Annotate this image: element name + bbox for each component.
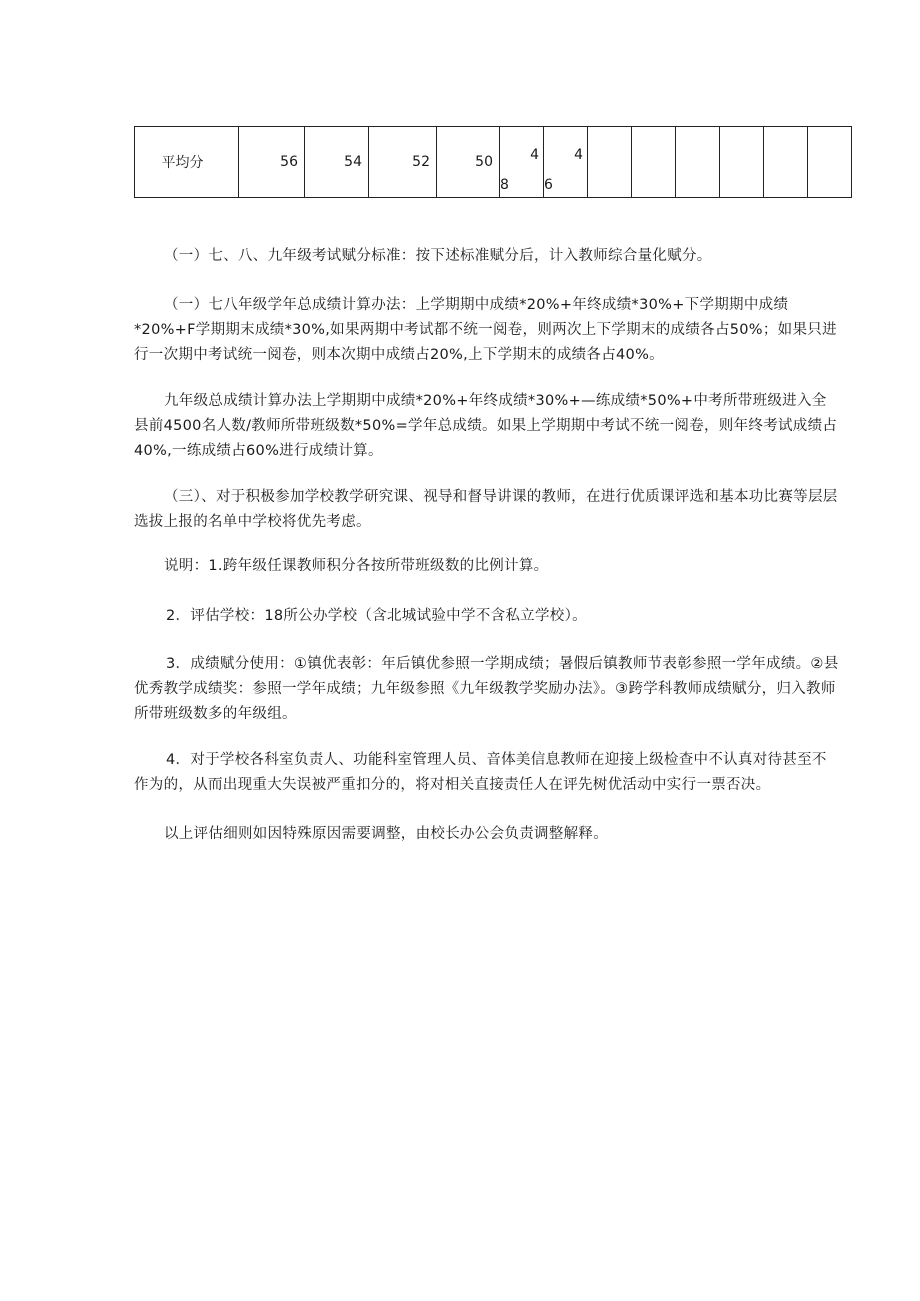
average-score-table xyxy=(134,126,852,198)
row-label-cell xyxy=(135,127,239,198)
empty-cell xyxy=(808,127,852,198)
empty-cell xyxy=(676,127,720,198)
row-label: 平均分 xyxy=(161,155,204,171)
split-top-digit: 4 xyxy=(574,147,583,163)
empty-cell xyxy=(764,127,808,198)
paragraph-exam-standard: （一）七、八、九年级考试赋分标准：按下述标准赋分后，计入教师综合量化赋分。 xyxy=(164,248,712,264)
split-score-cell xyxy=(500,127,544,198)
paragraph-priority-consideration: （三）、对于积极参加学校教学研究课、视导和督导讲课的教师，在进行优质课评选和基本功比赛等层层选拔上报的名单中学校将优先考虑。 xyxy=(134,489,838,530)
split-top-digit: 4 xyxy=(530,147,539,163)
empty-cell xyxy=(588,127,632,198)
paragraph-closing: 以上评估细则如因特殊原因需要调整，由校长办公会负责调整解释。 xyxy=(164,826,608,842)
split-bottom-digit: 8 xyxy=(500,177,509,193)
score-cell: 56 xyxy=(239,127,305,198)
score-cell: 50 xyxy=(437,127,500,198)
paragraph-note-2: 2．评估学校：18所公办学校（含北城试验中学不含私立学校）。 xyxy=(166,608,587,624)
empty-cell xyxy=(720,127,764,198)
paragraph-grade9-calculation: 九年级总成绩计算办法上学期期中成绩*20%+年终成绩*30%+—练成绩*50%+中考所带班级进入全县前4500名人数/教师所带班级数*50%=学年总成绩。如果上学期期中考试不统一阅卷，则年终考试成绩占40%,一练成绩占60%进行成绩计算。 xyxy=(134,393,838,459)
score-cell: 52 xyxy=(369,127,437,198)
paragraph-note-4: 4．对于学校各科室负责人、功能科室管理人员、音体美信息教师在迎接上级检查中不认真对待甚至不作为的，从而出现重大失误被严重扣分的，将对相关直接责任人在评先树优活动中实行一票否决。 xyxy=(134,752,827,793)
score-cell: 54 xyxy=(305,127,369,198)
paragraph-note-3: 3．成绩赋分使用：①镇优表彰：年后镇优参照一学期成绩；暑假后镇教师节表彰参照一学年成绩。②县优秀教学成绩奖：参照一学年成绩；九年级参照《九年级教学奖励办法》。③跨学科教师成绩赋分，归入教师所带班级数多的年级组。 xyxy=(134,656,839,722)
paragraph-note-1: 说明：1.跨年级任课教师积分各按所带班级数的比例计算。 xyxy=(164,558,549,574)
split-score-cell xyxy=(544,127,588,198)
empty-cell xyxy=(632,127,676,198)
paragraph-grade78-calculation: （一）七八年级学年总成绩计算办法：上学期期中成绩*20%+年终成绩*30%+下学期期中成绩*20%+F学期期末成绩*30%,如果两期中考试都不统一阅卷，则两次上下学期末的成绩各占50%；如果只进行一次期中考试统一阅卷，则本次期中成绩占20%,上下学期末的成绩各占40%。 xyxy=(134,297,837,363)
table-row xyxy=(135,127,852,198)
split-bottom-digit: 6 xyxy=(544,177,553,193)
